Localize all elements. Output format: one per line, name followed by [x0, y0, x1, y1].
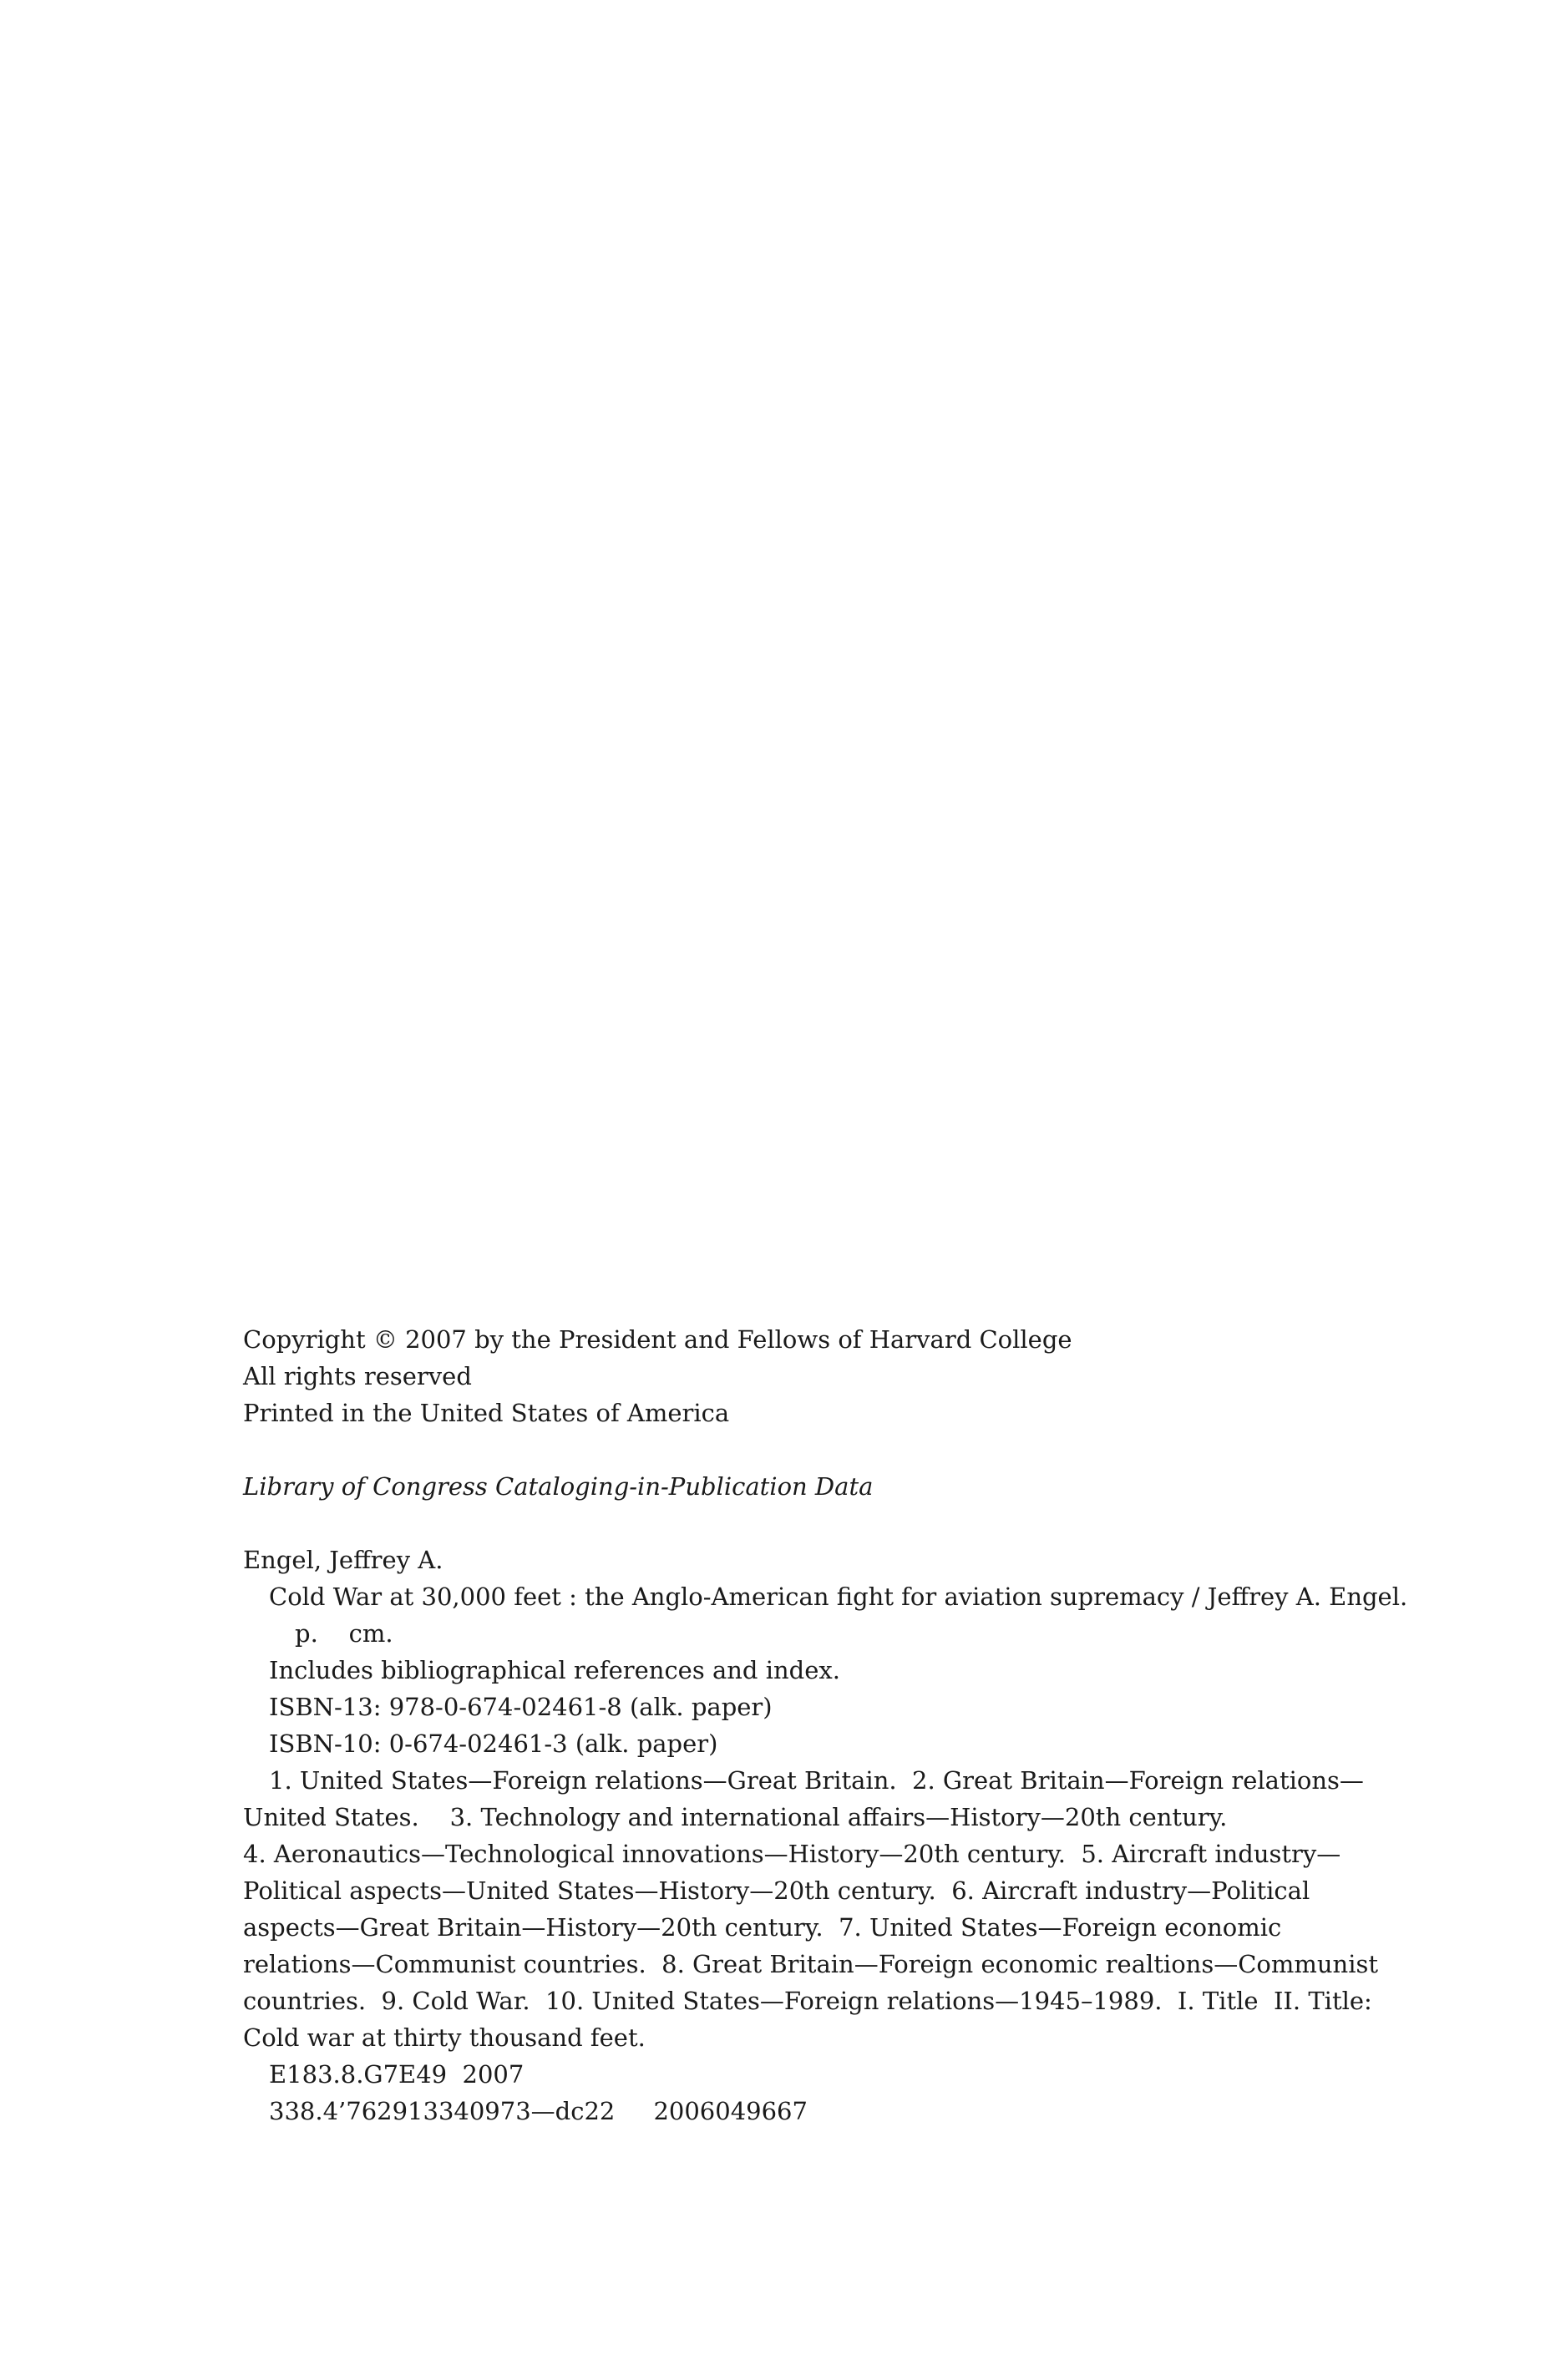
cip-subject-line: relations—Communist countries. 8. Great Britain—Foreign economic realtions—Communist — [243, 1950, 1379, 1978]
copyright-line: Copyright © 2007 by the President and Fellows of Harvard College — [243, 1325, 1072, 1354]
cip-author: Engel, Jeffrey A. — [243, 1546, 443, 1574]
cip-dewey: 338.4’762913340973—dc22 2006049667 — [269, 2097, 808, 2125]
rights-line: All rights reserved — [243, 1362, 472, 1390]
copyright-block — [243, 1321, 1408, 2129]
cip-subject-line: 4. Aeronautics—Technological innovations—History—20th century. 5. Aircraft industry— — [243, 1840, 1341, 1868]
cip-heading: Library of Congress Cataloging-in-Publication Data — [243, 1472, 874, 1501]
cip-subject-line: Political aspects—United States—History—20th century. 6. Aircraft industry—Political — [243, 1876, 1310, 1905]
printed-line: Printed in the United States of America — [243, 1399, 730, 1427]
cip-lc-class: E183.8.G7E49 2007 — [269, 2060, 525, 2089]
cip-subject-line: Cold war at thirty thousand feet. — [243, 2023, 646, 2052]
cip-subject-line: countries. 9. Cold War. 10. United States—Foreign relations—1945–1989. I. Title II. Title: — [243, 1987, 1372, 2015]
cip-subject-line: aspects—Great Britain—History—20th century. 7. United States—Foreign economic — [243, 1913, 1282, 1942]
cip-isbn10: ISBN-10: 0-674-02461-3 (alk. paper) — [269, 1729, 718, 1758]
cip-subject-line: 1. United States—Foreign relations—Great Britain. 2. Great Britain—Foreign relations— — [269, 1766, 1364, 1795]
cip-pages: p. cm. — [295, 1619, 393, 1648]
cip-notes: Includes bibliographical references and index. — [269, 1656, 840, 1684]
cip-isbn13: ISBN-13: 978-0-674-02461-8 (alk. paper) — [269, 1693, 773, 1721]
cip-subject-line: United States. 3. Technology and international affairs—History—20th century. — [243, 1803, 1228, 1831]
cip-title: Cold War at 30,000 feet : the Anglo-American fight for aviation supremacy / Jeffrey A. Engel. — [269, 1582, 1408, 1611]
